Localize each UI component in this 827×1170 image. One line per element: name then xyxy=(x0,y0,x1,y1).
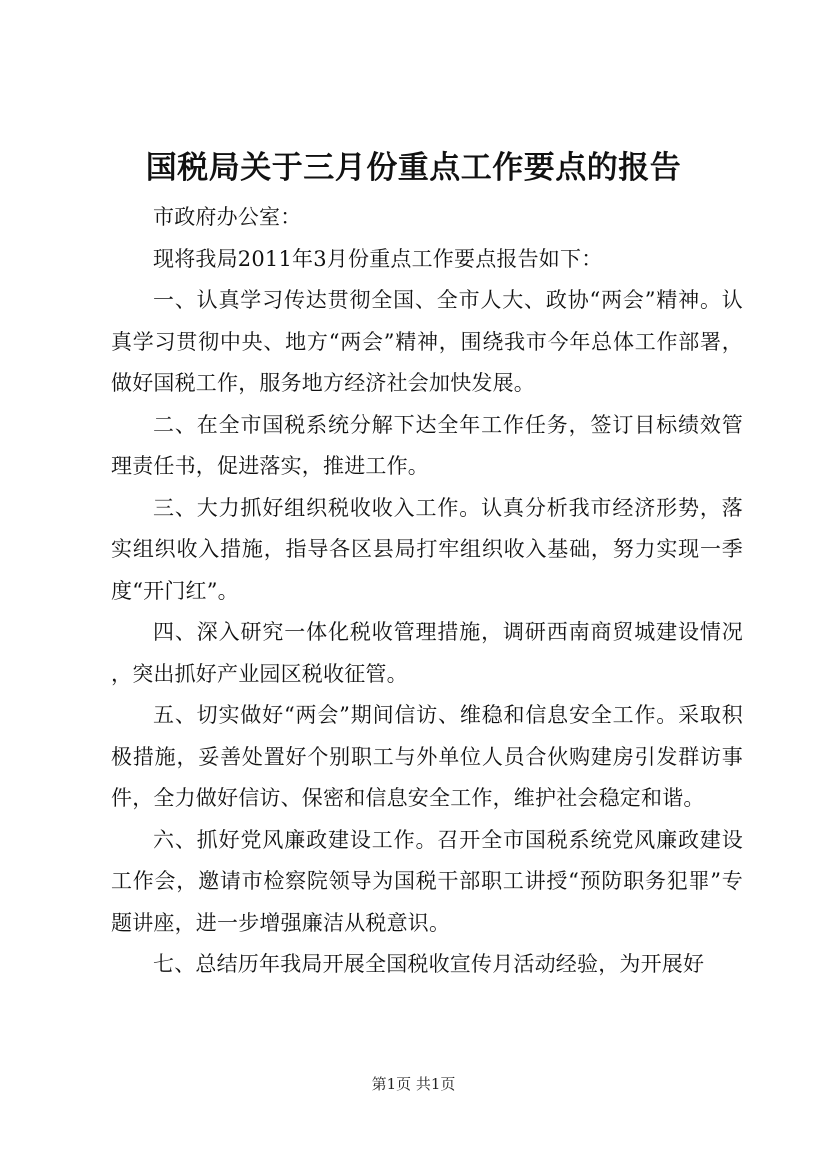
item-2-paragraph: 二、在全市国税系统分解下达全年工作任务，签订目标绩效管理责任书，促进落实，推进工作。 xyxy=(111,412,743,478)
intro-paragraph: 现将我局2011年3月份重点工作要点报告如下： xyxy=(153,246,603,271)
page-footer: 第1页 共1页 xyxy=(371,1075,456,1093)
document-title: 国税局关于三月份重点工作要点的报告 xyxy=(145,150,682,186)
item-1-paragraph: 一、认真学习传达贯彻全国、全市人大、政协“两会”精神。认真学习贯彻中央、地方“两会”精神，围绕我市今年总体工作部署，做好国税工作，服务地方经济社会加快发展。 xyxy=(111,288,743,395)
document-body xyxy=(111,197,743,986)
item-6-paragraph: 六、抓好党风廉政建设工作。召开全市国税系统党风廉政建设工作会，邀请市检察院领导为国税干部职工讲授“预防职务犯罪”专题讲座，进一步增强廉洁从税意识。 xyxy=(111,827,743,935)
item-5-paragraph: 五、切实做好“两会”期间信访、维稳和信息安全工作。采取积极措施，妥善处置好个别职工与外单位人员合伙购建房引发群访事件，全力做好信访、保密和信息安全工作，维护社会稳定和谐。 xyxy=(111,703,743,810)
salutation: 市政府办公室： xyxy=(153,205,302,229)
item-4-paragraph: 四、深入研究一体化税收管理措施，调研西南商贸城建设情况，突出抓好产业园区税收征管。 xyxy=(111,620,743,686)
item-3-paragraph: 三、大力抓好组织税收收入工作。认真分析我市经济形势，落实组织收入措施，指导各区县局打牢组织收入基础，努力实现一季度“开门红”。 xyxy=(111,495,743,603)
item-7-paragraph: 七、总结历年我局开展全国税收宣传月活动经验，为开展好 xyxy=(153,952,705,976)
